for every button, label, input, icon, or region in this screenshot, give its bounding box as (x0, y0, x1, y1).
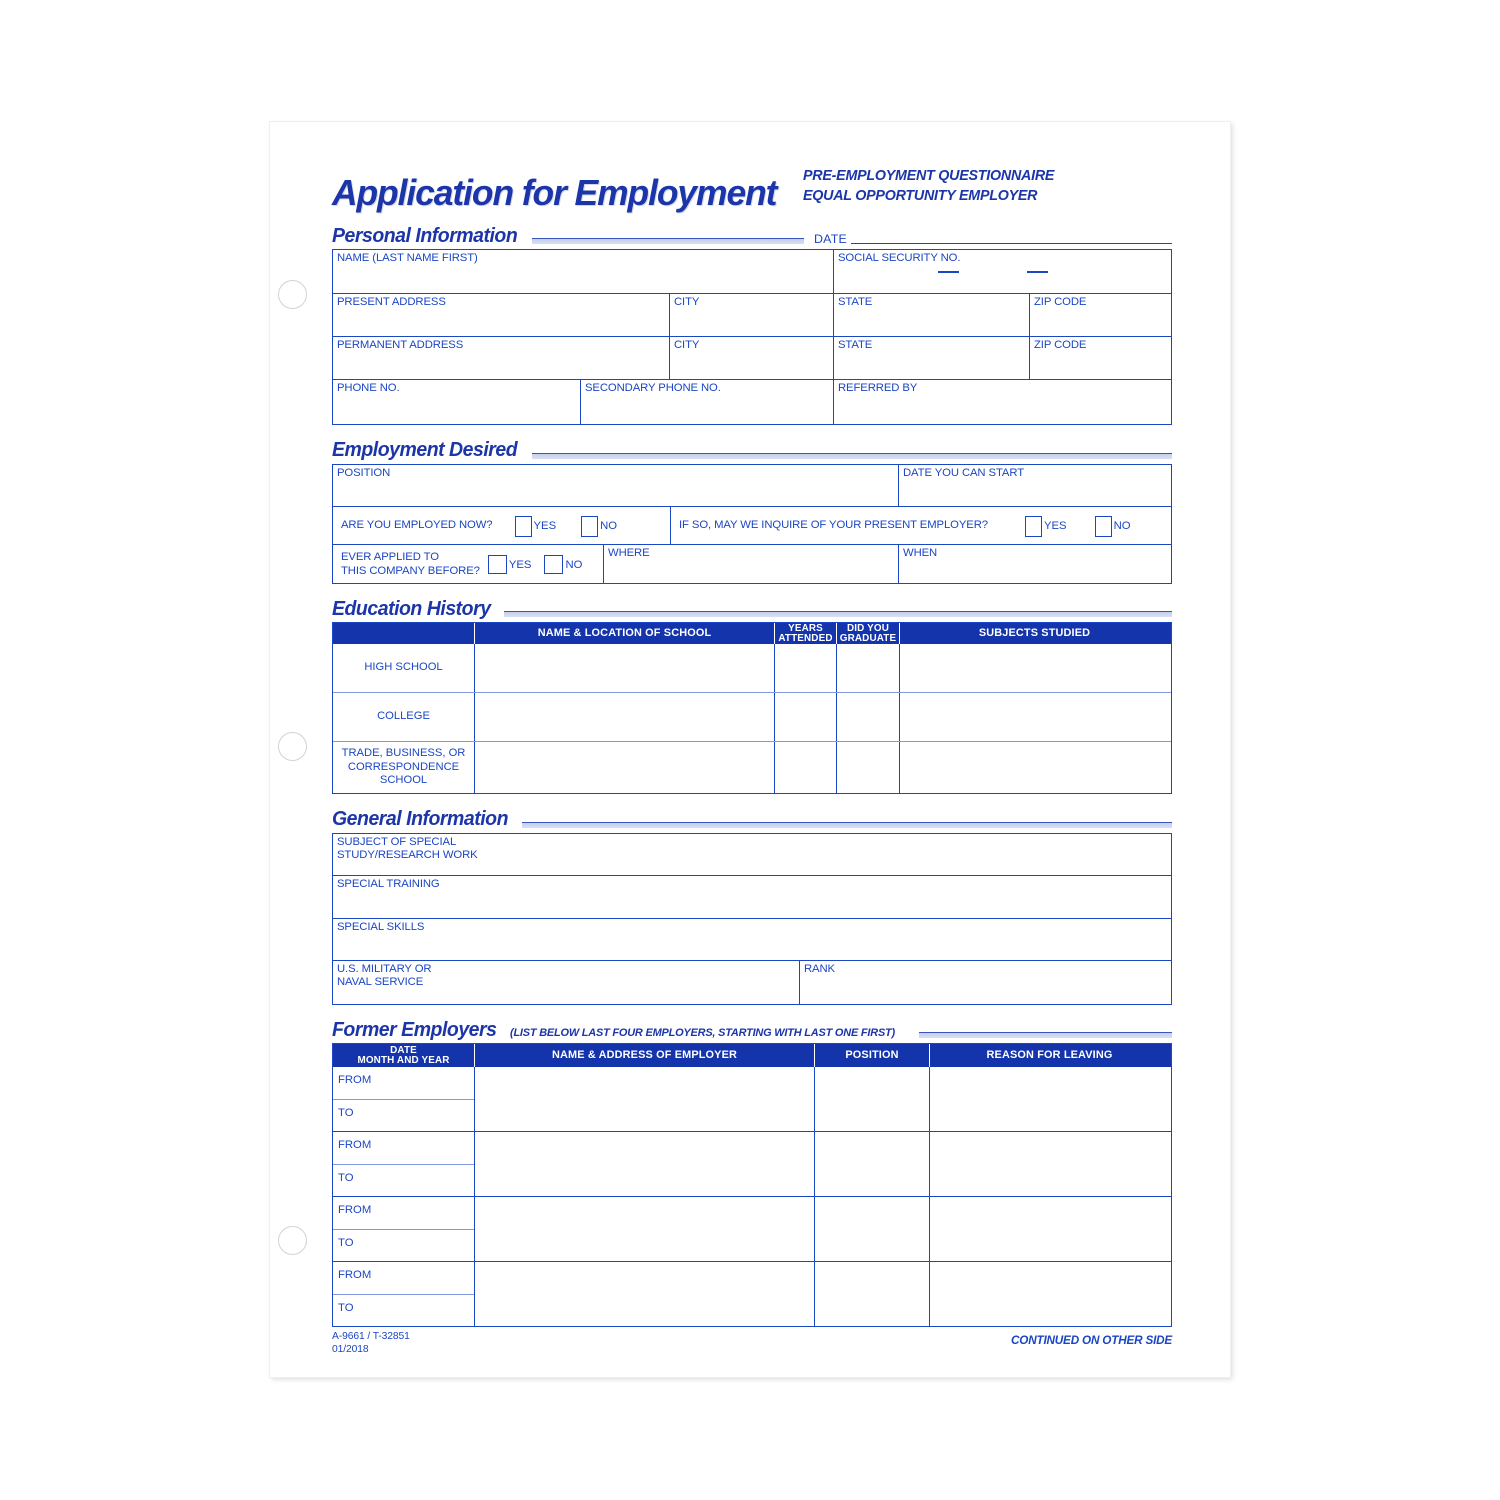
employer-entry (333, 1131, 1171, 1196)
input-college-name[interactable] (474, 693, 774, 741)
trade-line-3: SCHOOL (379, 774, 428, 787)
date-field-group (814, 233, 1172, 246)
field-from-date[interactable] (333, 1132, 474, 1164)
column-header-reason-for-leaving: REASON FOR LEAVING (929, 1044, 1169, 1067)
section-title-education-history: Education History (332, 596, 491, 620)
table-row-college (333, 692, 1171, 741)
section-rule (522, 822, 1172, 828)
former-employers-table (332, 1043, 1172, 1327)
question-label-employed-now: ARE YOU EMPLOYED NOW? (341, 519, 493, 532)
row-label-college: COLLEGE (377, 710, 430, 723)
field-to-date[interactable] (333, 1099, 474, 1131)
general-information-table (332, 833, 1172, 1005)
table-row (333, 544, 1171, 583)
employment-desired-table (332, 464, 1172, 584)
field-label-military-service (337, 963, 799, 989)
field-label-special-training: SPECIAL TRAINING (337, 877, 440, 890)
special-study-line-2: STUDY/RESEARCH WORK (337, 848, 478, 861)
field-label-to: TO (338, 1107, 354, 1119)
input-high-school-years[interactable] (774, 644, 836, 692)
section-title-former-employers: Former Employers (332, 1017, 497, 1041)
employer-date-column (333, 1132, 474, 1196)
form-title: Application for Employment (332, 171, 777, 213)
column-header-date (333, 1044, 474, 1067)
ssn-separator-dashes (834, 271, 1169, 283)
form-revision-date: 01/2018 (332, 1343, 369, 1355)
input-college-years[interactable] (774, 693, 836, 741)
section-title-general-information: General Information (332, 807, 509, 830)
field-label-present-zip: ZIP CODE (1034, 296, 1087, 308)
checkbox-label-yes: YES (508, 558, 532, 571)
field-label-permanent-address: PERMANENT ADDRESS (337, 339, 464, 351)
military-line-1: U.S. MILITARY OR (337, 962, 432, 975)
hole-punch-icon (278, 732, 307, 761)
field-from-date[interactable] (333, 1197, 474, 1229)
field-special-training[interactable] (333, 876, 1169, 918)
employer-entry (333, 1196, 1171, 1261)
field-label-permanent-state: STATE (838, 339, 873, 351)
section-header-education-history (332, 596, 1172, 620)
trade-line-2: CORRESPONDENCE (347, 760, 460, 773)
field-present-state[interactable] (833, 294, 1029, 336)
employer-entry (333, 1261, 1171, 1326)
input-employer-position[interactable] (814, 1197, 929, 1261)
input-trade-school-name[interactable] (474, 742, 774, 793)
table-row-trade-school (333, 741, 1171, 793)
checkbox-group-employed-now-yes[interactable] (515, 516, 557, 537)
input-employer-name-address[interactable] (474, 1197, 814, 1261)
input-reason-for-leaving[interactable] (929, 1197, 1169, 1261)
question-inquire-present-employer (670, 507, 1169, 544)
applied-before-line-1: EVER APPLIED TO (341, 550, 439, 563)
table-row (333, 250, 1171, 293)
input-college-subjects[interactable] (899, 693, 1169, 741)
date-input-line[interactable] (851, 243, 1172, 244)
table-row (333, 379, 1171, 424)
form-footer (332, 1331, 1172, 1357)
field-name[interactable] (333, 250, 833, 293)
field-label-from: FROM (338, 1074, 372, 1086)
checkbox-applied-before-yes[interactable] (488, 555, 507, 574)
field-label-to: TO (338, 1302, 354, 1314)
continued-notice: CONTINUED ON OTHER SIDE (1010, 1333, 1172, 1347)
field-special-skills[interactable] (333, 919, 1169, 960)
years-line-2: ATTENDED (778, 632, 833, 644)
field-permanent-address[interactable] (333, 337, 669, 379)
input-high-school-name[interactable] (474, 644, 774, 692)
input-reason-for-leaving[interactable] (929, 1262, 1169, 1326)
education-history-table (332, 622, 1172, 794)
checkbox-group-inquire-no[interactable] (1095, 516, 1131, 537)
subtitle-line-1: PRE-EMPLOYMENT QUESTIONNAIRE (803, 167, 1055, 184)
field-where[interactable] (603, 545, 898, 583)
column-header-did-you-graduate (836, 623, 899, 644)
field-label-present-city: CITY (674, 296, 700, 308)
field-permanent-state[interactable] (833, 337, 1029, 379)
date-line-1: DATE (390, 1044, 417, 1056)
input-employer-position[interactable] (814, 1132, 929, 1196)
checkbox-applied-before-no[interactable] (544, 555, 563, 574)
checkbox-group-employed-now-no[interactable] (581, 516, 617, 537)
field-label-from: FROM (338, 1204, 372, 1216)
input-employer-position[interactable] (814, 1067, 929, 1131)
field-present-city[interactable] (669, 294, 833, 336)
section-title-employment-desired: Employment Desired (332, 438, 518, 461)
checkbox-employed-now-yes[interactable] (515, 516, 532, 537)
table-row (333, 336, 1171, 379)
input-employer-position[interactable] (814, 1262, 929, 1326)
table-row (333, 875, 1171, 918)
field-label-to: TO (338, 1237, 354, 1249)
input-employer-name-address[interactable] (474, 1132, 814, 1196)
employer-entry (333, 1067, 1171, 1131)
masthead (332, 152, 1172, 211)
field-phone[interactable] (333, 380, 580, 424)
input-trade-school-subjects[interactable] (899, 742, 1169, 793)
input-reason-for-leaving[interactable] (929, 1132, 1169, 1196)
field-special-study[interactable] (333, 834, 1169, 875)
hole-punch-icon (278, 280, 307, 309)
input-reason-for-leaving[interactable] (929, 1067, 1169, 1131)
field-to-date[interactable] (333, 1294, 474, 1326)
field-permanent-city[interactable] (669, 337, 833, 379)
date-line-2: MONTH AND YEAR (357, 1054, 450, 1066)
field-label-phone: PHONE NO. (337, 382, 400, 394)
hole-punch-icon (278, 1226, 307, 1255)
input-employer-name-address[interactable] (474, 1262, 814, 1326)
field-label-ssn: SOCIAL SECURITY NO. (838, 252, 961, 264)
trade-line-1: TRADE, BUSINESS, OR (341, 747, 466, 760)
field-label-present-state: STATE (838, 296, 873, 308)
checkbox-group-inquire-yes[interactable] (1025, 516, 1067, 537)
form-number: A-9661 / T-32851 (332, 1331, 410, 1342)
field-label-rank: RANK (804, 962, 835, 975)
question-employed-now (333, 507, 670, 544)
footer-left (332, 1331, 410, 1357)
field-referred-by[interactable] (833, 380, 1169, 424)
checkbox-employed-now-no[interactable] (581, 516, 598, 537)
checkbox-label-no: NO (565, 558, 583, 571)
field-label-from: FROM (338, 1139, 372, 1151)
field-military-service[interactable] (333, 961, 799, 1004)
field-label-permanent-city: CITY (674, 339, 700, 351)
table-row (333, 960, 1171, 1004)
table-row (333, 293, 1171, 336)
field-label-position: POSITION (337, 466, 391, 479)
employer-date-column (333, 1262, 474, 1326)
question-label-applied-before (341, 551, 480, 578)
checkbox-label-yes: YES (533, 520, 557, 532)
field-label-where: WHERE (608, 546, 650, 559)
field-label-referred-by: REFERRED BY (838, 382, 918, 394)
field-label-when: WHEN (903, 546, 938, 559)
masthead-subtitle (803, 166, 1070, 211)
graduate-line-2: GRADUATE (839, 632, 897, 644)
section-title-personal-information: Personal Information (332, 223, 518, 247)
employer-date-column (333, 1197, 474, 1261)
section-rule (532, 453, 1172, 459)
table-row (333, 465, 1171, 506)
table-row (333, 834, 1171, 875)
question-label-inquire: IF SO, MAY WE INQUIRE OF YOUR PRESENT EMPLOYER? (679, 519, 988, 532)
column-header-position: POSITION (814, 1044, 929, 1067)
section-header-employment-desired (332, 440, 1172, 461)
field-from-date[interactable] (333, 1262, 474, 1294)
applied-before-line-2: THIS COMPANY BEFORE? (341, 564, 480, 577)
question-applied-before (333, 545, 603, 583)
field-secondary-phone[interactable] (580, 380, 833, 424)
field-label-to: TO (338, 1172, 354, 1184)
field-from-date[interactable] (333, 1067, 474, 1099)
input-college-graduate[interactable] (836, 693, 899, 741)
checkbox-label-yes: YES (1043, 520, 1067, 532)
personal-information-table (332, 249, 1172, 425)
field-start-date[interactable] (898, 465, 1169, 506)
field-label-name: NAME (LAST NAME FIRST) (337, 252, 478, 264)
subtitle-line-2: EQUAL OPPORTUNITY EMPLOYER (803, 186, 1038, 204)
row-label-high-school: HIGH SCHOOL (364, 661, 443, 674)
section-rule (504, 611, 1172, 617)
section-rule (919, 1032, 1172, 1038)
date-label: DATE (814, 231, 847, 246)
field-to-date[interactable] (333, 1229, 474, 1261)
section-header-personal-information (332, 223, 1172, 247)
checkbox-label-no: NO (600, 520, 618, 532)
checkbox-inquire-no[interactable] (1095, 516, 1112, 537)
input-high-school-subjects[interactable] (899, 644, 1169, 692)
input-high-school-graduate[interactable] (836, 644, 899, 692)
field-label-from: FROM (338, 1269, 372, 1281)
table-header-row (333, 1044, 1171, 1067)
input-trade-school-graduate[interactable] (836, 742, 899, 793)
section-note-former-employers: (LIST BELOW LAST FOUR EMPLOYERS, STARTING WITH LAST ONE FIRST) (510, 1026, 896, 1039)
table-row (333, 506, 1171, 544)
column-header-employer-name: NAME & ADDRESS OF EMPLOYER (474, 1044, 814, 1067)
checkbox-group-applied-before-yes[interactable] (488, 555, 532, 574)
table-row (333, 918, 1171, 960)
special-study-line-1: SUBJECT OF SPECIAL (337, 835, 457, 848)
years-line-1: YEARS (788, 622, 823, 634)
field-to-date[interactable] (333, 1164, 474, 1196)
field-social-security-number[interactable] (833, 250, 1169, 293)
field-label-special-study (337, 836, 1169, 862)
field-label-special-skills: SPECIAL SKILLS (337, 920, 425, 933)
column-header-years-attended (774, 623, 836, 644)
field-label-permanent-zip: ZIP CODE (1034, 339, 1087, 351)
field-rank[interactable] (799, 961, 1169, 1004)
checkbox-label-no: NO (1113, 520, 1131, 532)
section-rule (532, 238, 804, 244)
section-header-general-information (332, 809, 1172, 830)
field-present-address[interactable] (333, 294, 669, 336)
field-label-secondary-phone: SECONDARY PHONE NO. (585, 382, 721, 394)
field-present-zip[interactable] (1029, 294, 1169, 336)
checkbox-inquire-yes[interactable] (1025, 516, 1042, 537)
input-employer-name-address[interactable] (474, 1067, 814, 1131)
row-label-trade-school (333, 742, 474, 793)
column-header-school-name: NAME & LOCATION OF SCHOOL (474, 623, 774, 644)
graduate-line-1: DID YOU (846, 622, 890, 634)
table-header-row (333, 623, 1171, 644)
checkbox-group-applied-before-no[interactable] (544, 555, 582, 574)
field-label-start-date: DATE YOU CAN START (903, 466, 1025, 479)
input-trade-school-years[interactable] (774, 742, 836, 793)
column-header-subjects-studied: SUBJECTS STUDIED (899, 623, 1169, 644)
column-header-blank (333, 623, 474, 644)
military-line-2: NAVAL SERVICE (337, 975, 424, 988)
employer-date-column (333, 1067, 474, 1131)
section-header-former-employers (332, 1017, 1172, 1041)
field-permanent-zip[interactable] (1029, 337, 1169, 379)
field-when[interactable] (898, 545, 1169, 583)
field-label-present-address: PRESENT ADDRESS (337, 296, 446, 308)
form-sheet (270, 122, 1230, 1377)
field-position[interactable] (333, 465, 898, 506)
table-row-high-school (333, 644, 1171, 692)
